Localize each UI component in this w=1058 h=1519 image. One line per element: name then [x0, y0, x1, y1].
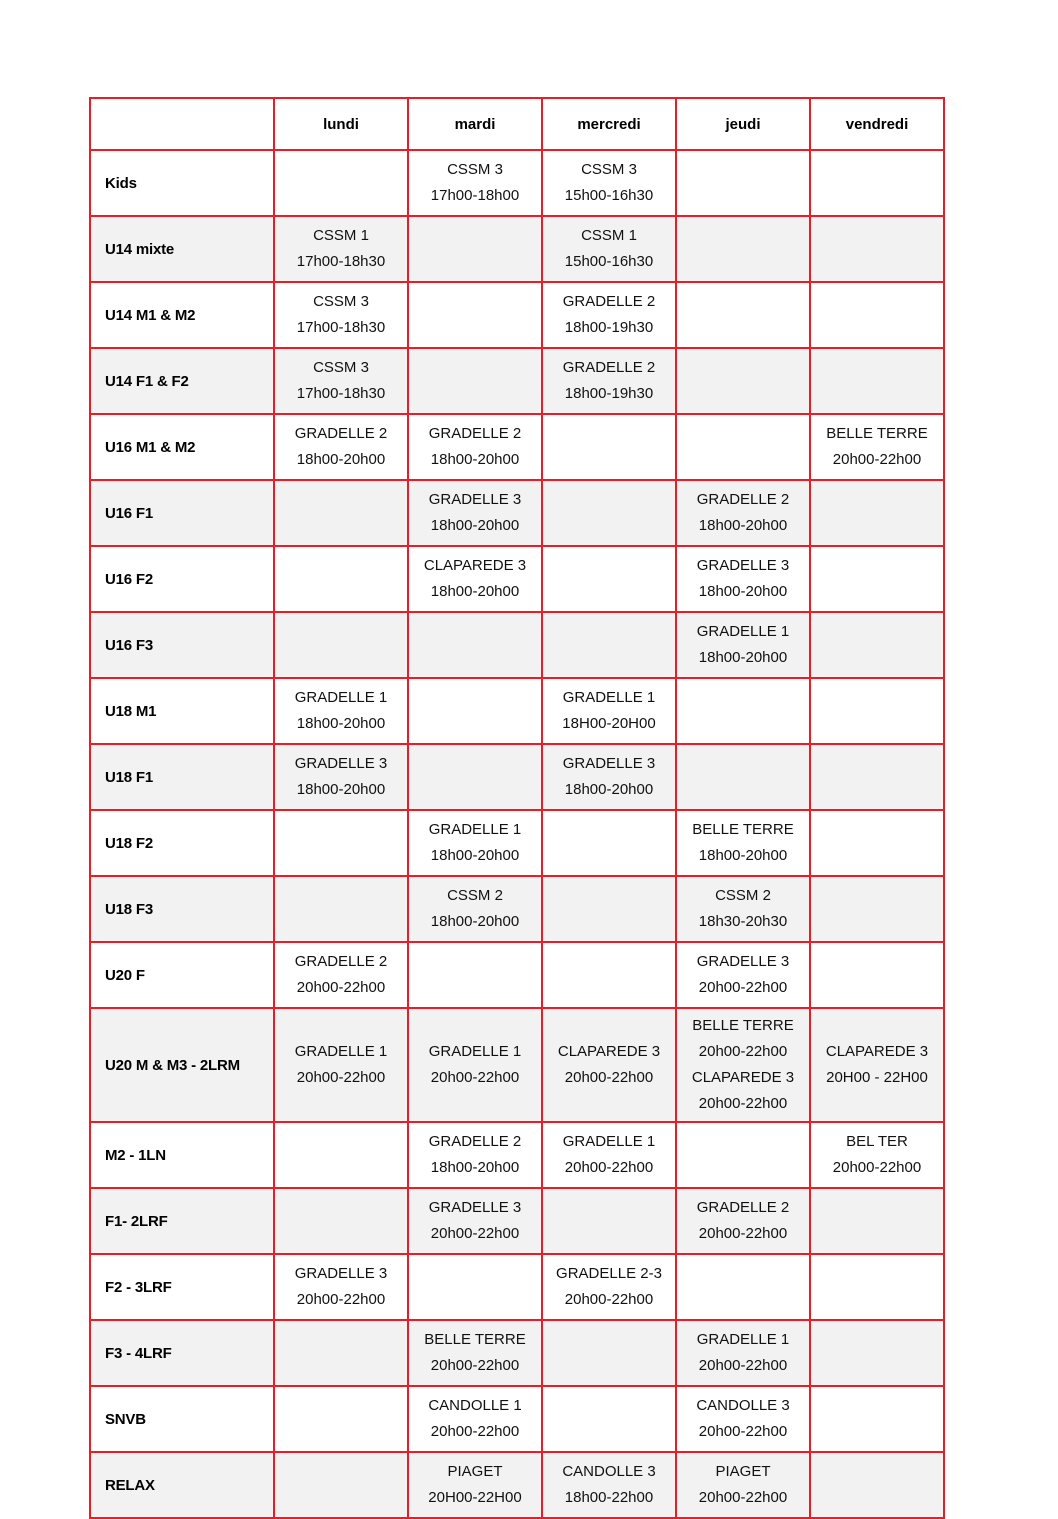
- schedule-cell: [810, 942, 944, 1008]
- cell-line: 20h00-22h00: [430, 1423, 520, 1440]
- schedule-cell: [676, 414, 810, 480]
- cell-line: 18h00-20h00: [430, 1159, 520, 1176]
- schedule-cell: [542, 1452, 676, 1518]
- cell-line: 20h00-22h00: [430, 1225, 520, 1242]
- schedule-cell: [274, 876, 408, 942]
- cell-line: 20h00-22h00: [698, 1043, 788, 1060]
- day-header: jeudi: [676, 98, 810, 150]
- cell-line: CSSM 1: [581, 227, 637, 244]
- schedule-table-body: [90, 150, 944, 1518]
- schedule-cell: [676, 942, 810, 1008]
- cell-line: 15h00-16h30: [564, 187, 654, 204]
- cell-line: 20h00-22h00: [430, 1069, 520, 1086]
- cell-line: 20h00-22h00: [698, 1225, 788, 1242]
- cell-line: 20h00-22h00: [430, 1357, 520, 1374]
- cell-line: 18h00-20h00: [698, 517, 788, 534]
- row-label: U14 F1 & F2: [90, 348, 274, 414]
- cell-line: GRADELLE 2: [428, 425, 522, 442]
- schedule-cell: [274, 612, 408, 678]
- cell-line: CSSM 2: [447, 887, 503, 904]
- schedule-cell: [810, 1254, 944, 1320]
- schedule-cell: [274, 414, 408, 480]
- schedule-cell: [274, 1188, 408, 1254]
- schedule-cell: [408, 942, 542, 1008]
- schedule-cell: [810, 414, 944, 480]
- cell-line: CSSM 2: [715, 887, 771, 904]
- cell-line: 18h00-19h30: [564, 319, 654, 336]
- table-row: [90, 1008, 944, 1122]
- schedule-cell: [408, 744, 542, 810]
- schedule-table-container: [89, 97, 945, 1519]
- schedule-cell: [274, 1452, 408, 1518]
- schedule-cell: [810, 1452, 944, 1518]
- schedule-cell: [408, 414, 542, 480]
- schedule-cell: [676, 612, 810, 678]
- schedule-cell: [810, 1320, 944, 1386]
- cell-line: CSSM 3: [313, 293, 369, 310]
- cell-line: 18h00-20h00: [430, 451, 520, 468]
- cell-line: GRADELLE 2: [294, 425, 388, 442]
- cell-line: CSSM 3: [581, 161, 637, 178]
- schedule-cell: [542, 876, 676, 942]
- schedule-cell: [810, 612, 944, 678]
- schedule-cell: [274, 546, 408, 612]
- schedule-cell: [274, 348, 408, 414]
- schedule-cell: [676, 1320, 810, 1386]
- cell-line: 18h00-20h00: [698, 583, 788, 600]
- row-label: U14 mixte: [90, 216, 274, 282]
- table-row: [90, 744, 944, 810]
- row-label: F1- 2LRF: [90, 1188, 274, 1254]
- cell-line: 18h00-20h00: [296, 451, 386, 468]
- schedule-cell: [408, 348, 542, 414]
- schedule-cell: [274, 1386, 408, 1452]
- table-row: [90, 678, 944, 744]
- schedule-cell: [542, 414, 676, 480]
- schedule-cell: [408, 1122, 542, 1188]
- row-label: F2 - 3LRF: [90, 1254, 274, 1320]
- schedule-cell: [810, 1008, 944, 1122]
- cell-line: 18h00-19h30: [564, 385, 654, 402]
- schedule-cell: [274, 282, 408, 348]
- cell-line: 18h00-20h00: [296, 715, 386, 732]
- cell-line: 20h00-22h00: [698, 1357, 788, 1374]
- cell-line: CSSM 1: [313, 227, 369, 244]
- row-label: U16 F3: [90, 612, 274, 678]
- schedule-cell: [274, 678, 408, 744]
- cell-line: GRADELLE 3: [696, 953, 790, 970]
- cell-line: 18h30-20h30: [698, 913, 788, 930]
- row-label: U16 F2: [90, 546, 274, 612]
- cell-line: 20h00-22h00: [564, 1291, 654, 1308]
- schedule-cell: [676, 1122, 810, 1188]
- schedule-cell: [274, 1008, 408, 1122]
- schedule-cell: [542, 480, 676, 546]
- schedule-cell: [408, 1188, 542, 1254]
- cell-line: GRADELLE 1: [294, 1043, 388, 1060]
- cell-line: CLAPAREDE 3: [557, 1043, 661, 1060]
- schedule-cell: [542, 678, 676, 744]
- table-row: [90, 1452, 944, 1518]
- cell-line: 20h00-22h00: [296, 1069, 386, 1086]
- schedule-cell: [676, 744, 810, 810]
- table-row: [90, 546, 944, 612]
- schedule-cell: [274, 744, 408, 810]
- cell-line: GRADELLE 1: [428, 1043, 522, 1060]
- schedule-cell: [810, 546, 944, 612]
- schedule-cell: [676, 678, 810, 744]
- schedule-cell: [408, 1386, 542, 1452]
- schedule-cell: [676, 1254, 810, 1320]
- cell-line: CLAPAREDE 3: [691, 1069, 795, 1086]
- table-row: [90, 1254, 944, 1320]
- schedule-cell: [810, 216, 944, 282]
- table-row: [90, 414, 944, 480]
- schedule-cell: [810, 1122, 944, 1188]
- cell-line: GRADELLE 3: [428, 1199, 522, 1216]
- schedule-cell: [274, 810, 408, 876]
- schedule-cell: [408, 1008, 542, 1122]
- schedule-cell: [676, 348, 810, 414]
- schedule-cell: [542, 942, 676, 1008]
- cell-line: GRADELLE 2: [696, 1199, 790, 1216]
- schedule-cell: [676, 480, 810, 546]
- table-row: [90, 216, 944, 282]
- schedule-cell: [542, 1188, 676, 1254]
- cell-line: GRADELLE 2-3: [556, 1265, 662, 1282]
- schedule-cell: [810, 810, 944, 876]
- cell-line: CSSM 3: [447, 161, 503, 178]
- schedule-cell: [408, 546, 542, 612]
- cell-line: PIAGET: [447, 1463, 503, 1480]
- cell-line: CANDOLLE 1: [428, 1397, 522, 1414]
- table-row: [90, 1386, 944, 1452]
- cell-line: 17h00-18h30: [296, 319, 386, 336]
- cell-line: 20H00-22H00: [428, 1489, 522, 1506]
- cell-line: 18h00-20h00: [564, 781, 654, 798]
- table-row: [90, 810, 944, 876]
- schedule-table: [89, 97, 945, 1519]
- cell-line: BELLE TERRE: [826, 425, 928, 442]
- schedule-cell: [408, 1254, 542, 1320]
- corner-cell: [90, 98, 274, 150]
- table-row: [90, 282, 944, 348]
- cell-line: CLAPAREDE 3: [423, 557, 527, 574]
- schedule-cell: [676, 1188, 810, 1254]
- schedule-cell: [542, 282, 676, 348]
- schedule-cell: [676, 1008, 810, 1122]
- cell-line: 18h00-22h00: [564, 1489, 654, 1506]
- row-label: RELAX: [90, 1452, 274, 1518]
- schedule-cell: [676, 282, 810, 348]
- table-row: [90, 480, 944, 546]
- schedule-cell: [408, 480, 542, 546]
- cell-line: 20h00-22h00: [564, 1069, 654, 1086]
- schedule-cell: [676, 1452, 810, 1518]
- cell-line: 18H00-20H00: [562, 715, 656, 732]
- header-row: [90, 98, 944, 150]
- schedule-cell: [408, 1320, 542, 1386]
- cell-line: 18h00-20h00: [430, 583, 520, 600]
- cell-line: 17h00-18h30: [296, 253, 386, 270]
- cell-line: GRADELLE 1: [696, 1331, 790, 1348]
- schedule-cell: [676, 216, 810, 282]
- day-header: lundi: [274, 98, 408, 150]
- cell-line: GRADELLE 3: [562, 755, 656, 772]
- cell-line: 18h00-20h00: [430, 517, 520, 534]
- schedule-cell: [810, 744, 944, 810]
- row-label: U18 M1: [90, 678, 274, 744]
- table-row: [90, 150, 944, 216]
- cell-line: 20h00-22h00: [698, 979, 788, 996]
- schedule-cell: [408, 1452, 542, 1518]
- cell-line: GRADELLE 2: [428, 1133, 522, 1150]
- row-label: U18 F3: [90, 876, 274, 942]
- row-label: U16 M1 & M2: [90, 414, 274, 480]
- schedule-cell: [542, 546, 676, 612]
- table-row: [90, 1320, 944, 1386]
- cell-line: 20h00-22h00: [698, 1423, 788, 1440]
- schedule-cell: [408, 150, 542, 216]
- schedule-cell: [274, 216, 408, 282]
- schedule-cell: [274, 1254, 408, 1320]
- cell-line: 17h00-18h30: [296, 385, 386, 402]
- table-row: [90, 942, 944, 1008]
- cell-line: 18h00-20h00: [430, 847, 520, 864]
- table-row: [90, 1122, 944, 1188]
- schedule-cell: [542, 1386, 676, 1452]
- cell-line: 20h00-22h00: [296, 1291, 386, 1308]
- schedule-cell: [274, 480, 408, 546]
- row-label: U18 F2: [90, 810, 274, 876]
- cell-line: BELLE TERRE: [692, 821, 794, 838]
- schedule-cell: [274, 942, 408, 1008]
- table-row: [90, 876, 944, 942]
- cell-line: GRADELLE 3: [294, 755, 388, 772]
- cell-line: GRADELLE 3: [428, 491, 522, 508]
- cell-line: CANDOLLE 3: [696, 1397, 790, 1414]
- cell-line: GRADELLE 2: [294, 953, 388, 970]
- table-row: [90, 1188, 944, 1254]
- schedule-cell: [810, 678, 944, 744]
- schedule-cell: [408, 612, 542, 678]
- table-row: [90, 612, 944, 678]
- schedule-cell: [676, 876, 810, 942]
- cell-line: GRADELLE 3: [696, 557, 790, 574]
- row-label: SNVB: [90, 1386, 274, 1452]
- cell-line: GRADELLE 3: [294, 1265, 388, 1282]
- schedule-cell: [810, 348, 944, 414]
- cell-line: BELLE TERRE: [424, 1331, 526, 1348]
- table-row: [90, 348, 944, 414]
- schedule-cell: [810, 282, 944, 348]
- schedule-cell: [810, 1188, 944, 1254]
- row-label: U14 M1 & M2: [90, 282, 274, 348]
- schedule-cell: [542, 1254, 676, 1320]
- row-label: M2 - 1LN: [90, 1122, 274, 1188]
- schedule-cell: [274, 150, 408, 216]
- schedule-cell: [542, 1122, 676, 1188]
- schedule-cell: [542, 1008, 676, 1122]
- schedule-cell: [274, 1122, 408, 1188]
- cell-line: GRADELLE 1: [294, 689, 388, 706]
- cell-line: GRADELLE 1: [562, 689, 656, 706]
- schedule-cell: [810, 876, 944, 942]
- schedule-cell: [676, 810, 810, 876]
- cell-line: 15h00-16h30: [564, 253, 654, 270]
- row-label: U20 F: [90, 942, 274, 1008]
- cell-line: BELLE TERRE: [692, 1017, 794, 1034]
- cell-line: GRADELLE 2: [562, 293, 656, 310]
- cell-line: 20H00 - 22H00: [826, 1069, 928, 1086]
- schedule-cell: [408, 282, 542, 348]
- cell-line: GRADELLE 1: [562, 1133, 656, 1150]
- cell-line: 18h00-20h00: [698, 649, 788, 666]
- cell-line: 17h00-18h00: [430, 187, 520, 204]
- schedule-cell: [408, 810, 542, 876]
- schedule-cell: [676, 150, 810, 216]
- schedule-cell: [810, 480, 944, 546]
- schedule-cell: [542, 810, 676, 876]
- cell-line: GRADELLE 1: [428, 821, 522, 838]
- cell-line: GRADELLE 1: [696, 623, 790, 640]
- row-label: U18 F1: [90, 744, 274, 810]
- schedule-cell: [542, 612, 676, 678]
- day-header: mardi: [408, 98, 542, 150]
- cell-line: CANDOLLE 3: [562, 1463, 656, 1480]
- cell-line: 20h00-22h00: [832, 451, 922, 468]
- cell-line: GRADELLE 2: [696, 491, 790, 508]
- row-label: U16 F1: [90, 480, 274, 546]
- schedule-cell: [408, 678, 542, 744]
- schedule-cell: [408, 216, 542, 282]
- schedule-cell: [274, 1320, 408, 1386]
- cell-line: 20h00-22h00: [698, 1095, 788, 1112]
- cell-line: 20h00-22h00: [296, 979, 386, 996]
- schedule-cell: [542, 744, 676, 810]
- row-label: Kids: [90, 150, 274, 216]
- cell-line: 20h00-22h00: [698, 1489, 788, 1506]
- cell-line: 18h00-20h00: [698, 847, 788, 864]
- cell-line: BEL TER: [846, 1133, 908, 1150]
- schedule-cell: [542, 150, 676, 216]
- schedule-cell: [408, 876, 542, 942]
- cell-line: CSSM 3: [313, 359, 369, 376]
- day-header: vendredi: [810, 98, 944, 150]
- cell-line: 18h00-20h00: [296, 781, 386, 798]
- cell-line: CLAPAREDE 3: [825, 1043, 929, 1060]
- schedule-cell: [542, 348, 676, 414]
- schedule-cell: [676, 1386, 810, 1452]
- cell-line: 20h00-22h00: [564, 1159, 654, 1176]
- schedule-cell: [542, 1320, 676, 1386]
- cell-line: PIAGET: [715, 1463, 771, 1480]
- cell-line: 18h00-20h00: [430, 913, 520, 930]
- schedule-cell: [676, 546, 810, 612]
- row-label: F3 - 4LRF: [90, 1320, 274, 1386]
- day-header: mercredi: [542, 98, 676, 150]
- schedule-cell: [542, 216, 676, 282]
- cell-line: GRADELLE 2: [562, 359, 656, 376]
- cell-line: 20h00-22h00: [832, 1159, 922, 1176]
- row-label: U20 M & M3 - 2LRM: [90, 1008, 274, 1122]
- schedule-cell: [810, 1386, 944, 1452]
- schedule-cell: [810, 150, 944, 216]
- schedule-table-header: [90, 98, 944, 150]
